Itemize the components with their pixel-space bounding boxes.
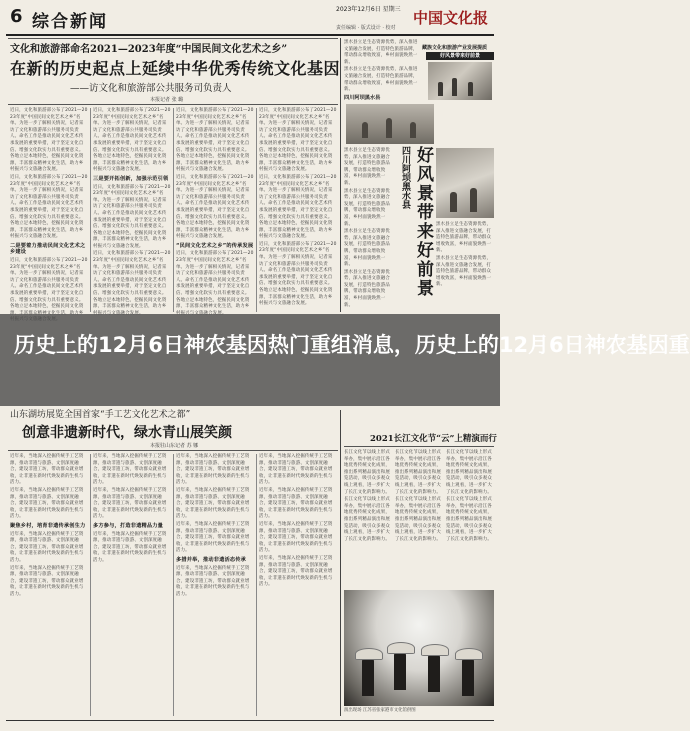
- body-text: 黑水县立足生态资源优势，深入推进文旅融合发展，打造特色旅游品牌，带动群众增收致富，乡村面貌焕然一新。: [344, 229, 390, 268]
- article1-column-4: [259, 108, 337, 312]
- news-photo: [436, 148, 494, 218]
- body-text: 长江文化节以线上形式举办，集中展示沿江各地优秀传统文化成果，推出系列精品演出和展览活动，吸引众多观众线上观看，进一步扩大了长江文化的影响力。: [344, 497, 390, 542]
- column-rule: [173, 108, 174, 312]
- body-text: 长江文化节以线上形式举办，集中展示沿江各地优秀传统文化成果，推出系列精品演出和展览活动，吸引众多观众线上观看，进一步扩大了长江文化的影响力。: [395, 450, 441, 495]
- body-text: 近日，文化和旅游部公布了2021—2023年度“中国民间文化艺术之乡”名单。为进一步了解相关情况，记者采访了文化和旅游部公共服务司负责人。命名工作是推动民间文化艺术传承发展的重要举措，对于坚定文化自信、增强文化软实力具有重要意义。各地立足本地特色，挖掘民间文化资源，丰富群众精神文化生活，助力乡村振兴与文旅融合发展。: [259, 241, 337, 307]
- body-text: 近年来，当地深入挖掘传统手工艺资源，推动非遗与旅游、文创深度融合，建设非遗工坊，带动群众就业增收，让非遗在新时代焕发新的生机与活力。: [93, 454, 167, 486]
- body-text: 近日，文化和旅游部公布了2021—2023年度“中国民间文化艺术之乡”名单。为进一步了解相关情况，记者采访了文化和旅游部公共服务司负责人。命名工作是推动民间文化艺术传承发展的重要举措，对于坚定文化自信、增强文化软实力具有重要意义。各地立足本地特色，挖掘民间文化资源，丰富群众精神文化生活，助力乡村振兴与文旅融合发展。: [259, 108, 337, 173]
- photo-figure: [450, 192, 457, 212]
- divider: [8, 450, 338, 451]
- body-text: 近年来，当地深入挖掘传统手工艺资源，推动非遗与旅游、文创深度融合，建设非遗工坊，带动群众就业增收，让非遗在新时代焕发新的生机与活力。: [176, 454, 250, 486]
- photo-figure: [468, 82, 473, 96]
- section-head: 二是要着力推动民间文化艺术之乡建设: [10, 242, 86, 256]
- body-text: 近年来，当地深入挖掘传统手工艺资源，推动非遗与旅游、文创深度融合，建设非遗工坊，带动群众就业增收，让非遗在新时代焕发新的生机与活力。: [259, 521, 333, 554]
- section-head: 三是要开拓创新，加强示范引领: [93, 175, 169, 182]
- photo-figure: [410, 122, 416, 138]
- dancer-hat: [355, 648, 383, 660]
- body-text: 近年来，当地深入挖掘传统手工艺资源，推动非遗与旅游、文创深度融合，建设非遗工坊，带动群众就业增收，让非遗在新时代焕发新的生机与活力。: [10, 565, 84, 597]
- right-column-text: [436, 222, 494, 312]
- body-text: 黑水县立足生态资源优势，深入推进文旅融合发展，打造特色旅游品牌，带动群众增收致富，乡村面貌焕然一新。: [344, 148, 390, 186]
- dancer-hat: [387, 642, 415, 654]
- column-rule: [256, 108, 257, 312]
- photo-figure: [386, 118, 392, 138]
- column-rule: [173, 454, 174, 716]
- right-badge: 好风景带来好前景: [426, 52, 494, 60]
- dancer-hat: [455, 648, 483, 660]
- body-text: 近年来，当地深入挖掘传统手工艺资源，推动非遗与旅游、文创深度融合，建设非遗工坊，带动群众就业增收，让非遗在新时代焕发新的生机与活力。: [259, 555, 333, 588]
- body-text: 近日，文化和旅游部公布了2021—2023年度“中国民间文化艺术之乡”名单。为进一步了解相关情况，记者采访了文化和旅游部公共服务司负责人。命名工作是推动民间文化艺术传承发展的重要举措，对于坚定文化自信、增强文化软实力具有重要意义。各地立足本地特色，挖掘民间文化资源，丰富群众精神文化生活，助力乡村振兴与文旅融合发展。: [176, 174, 254, 240]
- dancer-figure: [428, 652, 440, 692]
- body-text: 近日，文化和旅游部公布了2021—2023年度“中国民间文化艺术之乡”名单。为进一步了解相关情况，记者采访了文化和旅游部公共服务司负责人。命名工作是推动民间文化艺术传承发展的重要举措，对于坚定文化自信、增强文化软实力具有重要意义。各地立足本地特色，挖掘民间文化资: [10, 258, 88, 310]
- body-text: 近年来，当地深入挖掘传统手工艺资源，推动非遗与旅游、文创深度融合，建设非遗工坊，带动群众就业增收，让非遗在新时代焕发新的生机与活力。: [10, 531, 84, 563]
- body-text: 长江文化节以线上形式举办，集中展示沿江各地优秀传统文化成果，推出系列精品演出和展览活动，吸引众多观众线上观看，进一步扩大了长江文化的影响力。: [395, 497, 441, 542]
- right-bottom-column-3: [446, 450, 494, 588]
- right-headline: 藏族文化和旅游产业发展提质: [422, 45, 488, 51]
- body-text: 黑水县立足生态资源优势，深入推进文旅融合发展，打造特色旅游品牌，带动群众增收致富，乡村面貌焕然一新。: [436, 222, 492, 254]
- article1-byline: 本报记者 张 璐: [150, 97, 184, 103]
- body-text: 近日，文化和旅游部公布了2021—2023年度“中国民间文化艺术之乡”名单。为进一步了解相关情况，记者采访了文化和旅游部公共服务司负责人。命名工作是推动民间文化艺术传承发展的重要举措，对于坚定文化自信、增强文化软实力具有重要意义。各地立足本地特色，挖掘民间文化资源，丰富群众精神文化生活，助力乡村振兴与文旅融合发展。: [10, 108, 88, 173]
- article2-byline: 本报驻山东记者 苏 娜: [150, 443, 199, 449]
- article1-title: 在新的历史起点上延续中华优秀传统文化基因: [10, 59, 341, 78]
- divider: [344, 446, 494, 447]
- column-rule: [90, 454, 91, 716]
- article2-column-3: [176, 454, 254, 716]
- footer-rule: [6, 720, 494, 721]
- photo-caption: 演出现场 江苏省张家港市文化馆供图: [344, 708, 416, 713]
- news-photo: [428, 62, 492, 100]
- section-head: 多措并举，推动非遗活态传承: [176, 556, 247, 563]
- article1-column-2: [93, 108, 171, 312]
- body-text: 近日，文化和旅游部公布了2021—2023年度“中国民间文化艺术之乡”名单。为进一步了解相关情况，记者采访了文化和旅游部公共服务司负责人。命名工作是推动民间文化艺术传承发展的重要举措，对于坚定文化自信、增强文化软实力具有重要意义。各地立足本地特色，挖掘民间文化资源，丰富群众精神文化生活，助力乡: [176, 251, 254, 310]
- date-line: 2023年12月6日 星期三: [336, 6, 401, 13]
- article1-subtitle: ——访文化和旅游部公共服务司负责人: [70, 83, 232, 94]
- body-text: 黑水县立足生态资源优势，深入推进文旅融合发展，打造特色旅游品牌，带动群众增收致富，乡村面貌焕然一新。: [344, 188, 390, 227]
- body-text: 长江文化节以线上形式举办，集中展示沿江各地优秀传统文化成果，推出系列精品演出和展览活动，吸引众多观众线上观看，进一步扩大了长江文化的影响力。: [446, 450, 492, 495]
- body-text: 黑水县立足生态资源优势，深入推进文旅融合发展，打造特色旅游品牌，带动群众增收致富，乡村面貌焕然一新。: [344, 40, 418, 65]
- body-text: 近日，文化和旅游部公布了2021—2023年度“中国民间文化艺术之乡”名单。为进一步了解相关情况，记者采访了文化和旅游部公共服务司负责人。命名工作是推动民间文化艺术传承发展的重要举措，对于坚定文化自信、增强文化软实力具有重要意义。各地立足本地特色，挖掘民间文化资源，丰富群众精神文化生活，助力乡村振兴与文旅融合发展。: [93, 108, 171, 173]
- section-head: 聚焦乡村，培育非遗传承创生力: [10, 522, 86, 529]
- vertical-subtitle: 四川阿坝黑水县: [400, 146, 410, 209]
- body-text: 近年来，当地深入挖掘传统手工艺资源，推动非遗与旅游、文创深度融合，建设非遗工坊，带动群众就业增收，让非遗在新时代焕发新的生机与活力。: [93, 487, 167, 520]
- body-text: 近年来，当地深入挖掘传统手工艺资源，推动非遗与旅游、文创深度融合，建设非遗工坊，带动群众就业增收，让非遗在新时代焕发新的生机与活力。: [10, 487, 84, 520]
- masthead: [6, 4, 494, 36]
- article2-kicker: 山东湖坊展览全国首家“手工艺文化艺术之都”: [10, 410, 191, 420]
- dancer-hat: [421, 644, 449, 656]
- photo-figure: [362, 122, 368, 138]
- dancer-figure: [362, 656, 374, 696]
- photo-figure: [438, 82, 443, 96]
- body-text: 长江文化节以线上形式举办，集中展示沿江各地优秀传统文化成果，推出系列精品演出和展览活动，吸引众多观众线上观看，进一步扩大了长江文化的影响力。: [446, 497, 492, 542]
- edition-line: 责任编辑 · 版式设计 · 校对: [336, 25, 396, 31]
- body-text: 近年来，当地深入挖掘传统手工艺资源，推动非遗与旅游、文创深度融合，建设非遗工坊，带动群众就业增收，让非遗在新时代焕发新的生机与活力。: [10, 454, 84, 486]
- performance-photo: [344, 590, 494, 706]
- body-text: 近日，文化和旅游部公布了2021—2023年度“中国民间文化艺术之乡”名单。为进一步了解相关情况，记者采访了文化和旅游部公共服务司负责人。命名工作是推动民间文化艺术传承发展的重要举措，对于坚定文化自信、增强文化软实力具有重要意义。各地立足本地特色，挖掘民间文化资源，丰富群众精神文化生活，助力乡: [93, 251, 171, 310]
- body-text: 近年来，当地深入挖掘传统手工艺资源，推动非遗与旅游、文创深度融合，建设非遗工坊，带动群众就业增收，让非遗在新时代焕发新的生机与活力。: [259, 454, 333, 486]
- column-rule: [90, 108, 91, 312]
- photo-figure: [470, 188, 477, 212]
- column-rule: [256, 454, 257, 716]
- article1-column-1: [10, 108, 88, 312]
- right-bottom-title: 2021长江文化节“云”上精演而行: [370, 434, 497, 444]
- body-text: 近年来，当地深入挖掘传统手工艺资源，推动非遗与旅游、文创深度融合，建设非遗工坊，带动群众就业增收，让非遗在新时代焕发新的生机与活力。: [93, 531, 167, 563]
- body-text: 黑水县立足生态资源优势，深入推进文旅融合发展，打造特色旅游品牌，带动群众增收致富，乡村面貌焕然一新。: [436, 255, 492, 288]
- overlay-title: 历史上的12月6日神农基因热门重组消息，历史上的12月6日神农基因重: [14, 333, 690, 357]
- body-text: 长江文化节以线上形式举办，集中展示沿江各地优秀传统文化成果，推出系列精品演出和展览活动，吸引众多观众线上观看，进一步扩大了长江文化的影响力。: [344, 450, 390, 495]
- news-photo: [346, 104, 434, 144]
- right-column-text: [344, 148, 392, 312]
- article2-column-2: [93, 454, 171, 716]
- body-text: 近年来，当地深入挖掘传统手工艺资源，推动非遗与旅游、文创深度融合，建设非遗工坊，带动群众就业增收，让非遗在新时代焕发新的生机与活力。: [176, 521, 250, 554]
- dancer-figure: [462, 656, 474, 696]
- body-text: 黑水县立足生态资源优势，深入推进文旅融合发展，打造特色旅游品牌，带动群众增收致富，乡村面貌焕然一新。: [344, 67, 418, 93]
- article1-kicker: 文化和旅游部命名2021—2023年度“中国民间文化艺术之乡”: [10, 44, 288, 55]
- section-head: 多方参与，打造非遗精品力量: [93, 522, 164, 529]
- article2-column-4: [259, 454, 337, 716]
- section-head: “民间文化艺术之乡”的传承发展: [176, 242, 254, 249]
- article2-column-1: [10, 454, 88, 716]
- body-text: 近日，文化和旅游部公布了2021—2023年度“中国民间文化艺术之乡”名单。为进一步了解相关情况，记者采访了文化和旅游部公共服务司负责人。命名工作是推动民间文化艺术传承发展的重要举措，对于坚定文化自信、增强文化软实力具有重要意义。各地立足本地特色，挖掘民间文化资源，丰富群众精神文化生活，助力乡村振兴与文旅融合发展。: [259, 174, 337, 240]
- body-text: 近年来，当地深入挖掘传统手工艺资源，推动非遗与旅游、文创深度融合，建设非遗工坊，带动群众就业增收，让非遗在新时代焕发新的生机与活力。: [176, 487, 250, 520]
- photo-figure: [452, 78, 457, 96]
- page-number: 6: [10, 6, 23, 27]
- body-text: 近日，文化和旅游部公布了2021—2023年度“中国民间文化艺术之乡”名单。为进一步了解相关情况，记者采访了文化和旅游部公共服务司负责人。命名工作是推动民间文化艺术传承发展的重要举措，对于坚定文化自信、增强文化软实力具有重要意义。各地立足本地特色，挖掘民间文化资源，丰富群众精神文化生活，助力乡村振兴与文旅融合发展。: [10, 174, 88, 240]
- body-text: 近年来，当地深入挖掘传统手工艺资源，推动非遗与旅游、文创深度融合，建设非遗工坊，带动群众就业增收，让非遗在新时代焕发新的生机与活力。: [259, 487, 333, 520]
- article2-title: 创意非遗新时代，绿水青山展笑颜: [22, 425, 232, 441]
- column-rule: [340, 38, 341, 312]
- body-text: 近日，文化和旅游部公布了2021—2023年度“中国民间文化艺术之乡”名单。为进一步了解相关情况，记者采访了文化和旅游部公共服务司负责人。命名工作是推动民间文化艺术传承发展的重要举措，对于坚定文化自信、增强文化软实力具有重要意义。各地立足本地特色，挖掘民间文化资源，丰富群众精神文化生活，助力乡村振兴与文旅融合发展。: [176, 108, 254, 173]
- newspaper-logo: 中国文化报: [412, 9, 488, 27]
- divider: [8, 104, 338, 105]
- section-title: 综合新闻: [32, 12, 108, 32]
- body-text: 近日，文化和旅游部公布了2021—2023年度“中国民间文化艺术之乡”名单。为进一步了解相关情况，记者采访了文化和旅游部公共服务司负责人。命名工作是推动民间文化艺术传承发展的重要举措，对于坚定文化自信、增强文化软实力具有重要意义。各地立足本地特色，挖掘民间文化资源，丰富群众精神文化生活，助力乡村振兴与文旅融合发展。: [93, 184, 171, 249]
- right-bottom-column-1: [344, 450, 392, 588]
- right-subheadline: 四川阿坝黑水县: [344, 95, 381, 101]
- right-column-text: [344, 40, 420, 92]
- body-text: 近年来，当地深入挖掘传统手工艺资源，推动非遗与旅游、文创深度融合，建设非遗工坊，带动群众就业增收，让非遗在新时代焕发新的生机与活力。: [176, 565, 250, 597]
- body-text: 黑水县立足生态资源优势，深入推进文旅融合发展，打造特色旅游品牌，带动群众增收致富，乡村面貌焕然一新。: [344, 269, 390, 308]
- right-bottom-column-2: [395, 450, 443, 588]
- divider: [8, 38, 338, 39]
- column-rule: [340, 410, 341, 716]
- vertical-headline: 好风景带来好前景: [413, 146, 433, 298]
- article1-column-3: [176, 108, 254, 312]
- dancer-figure: [394, 650, 406, 690]
